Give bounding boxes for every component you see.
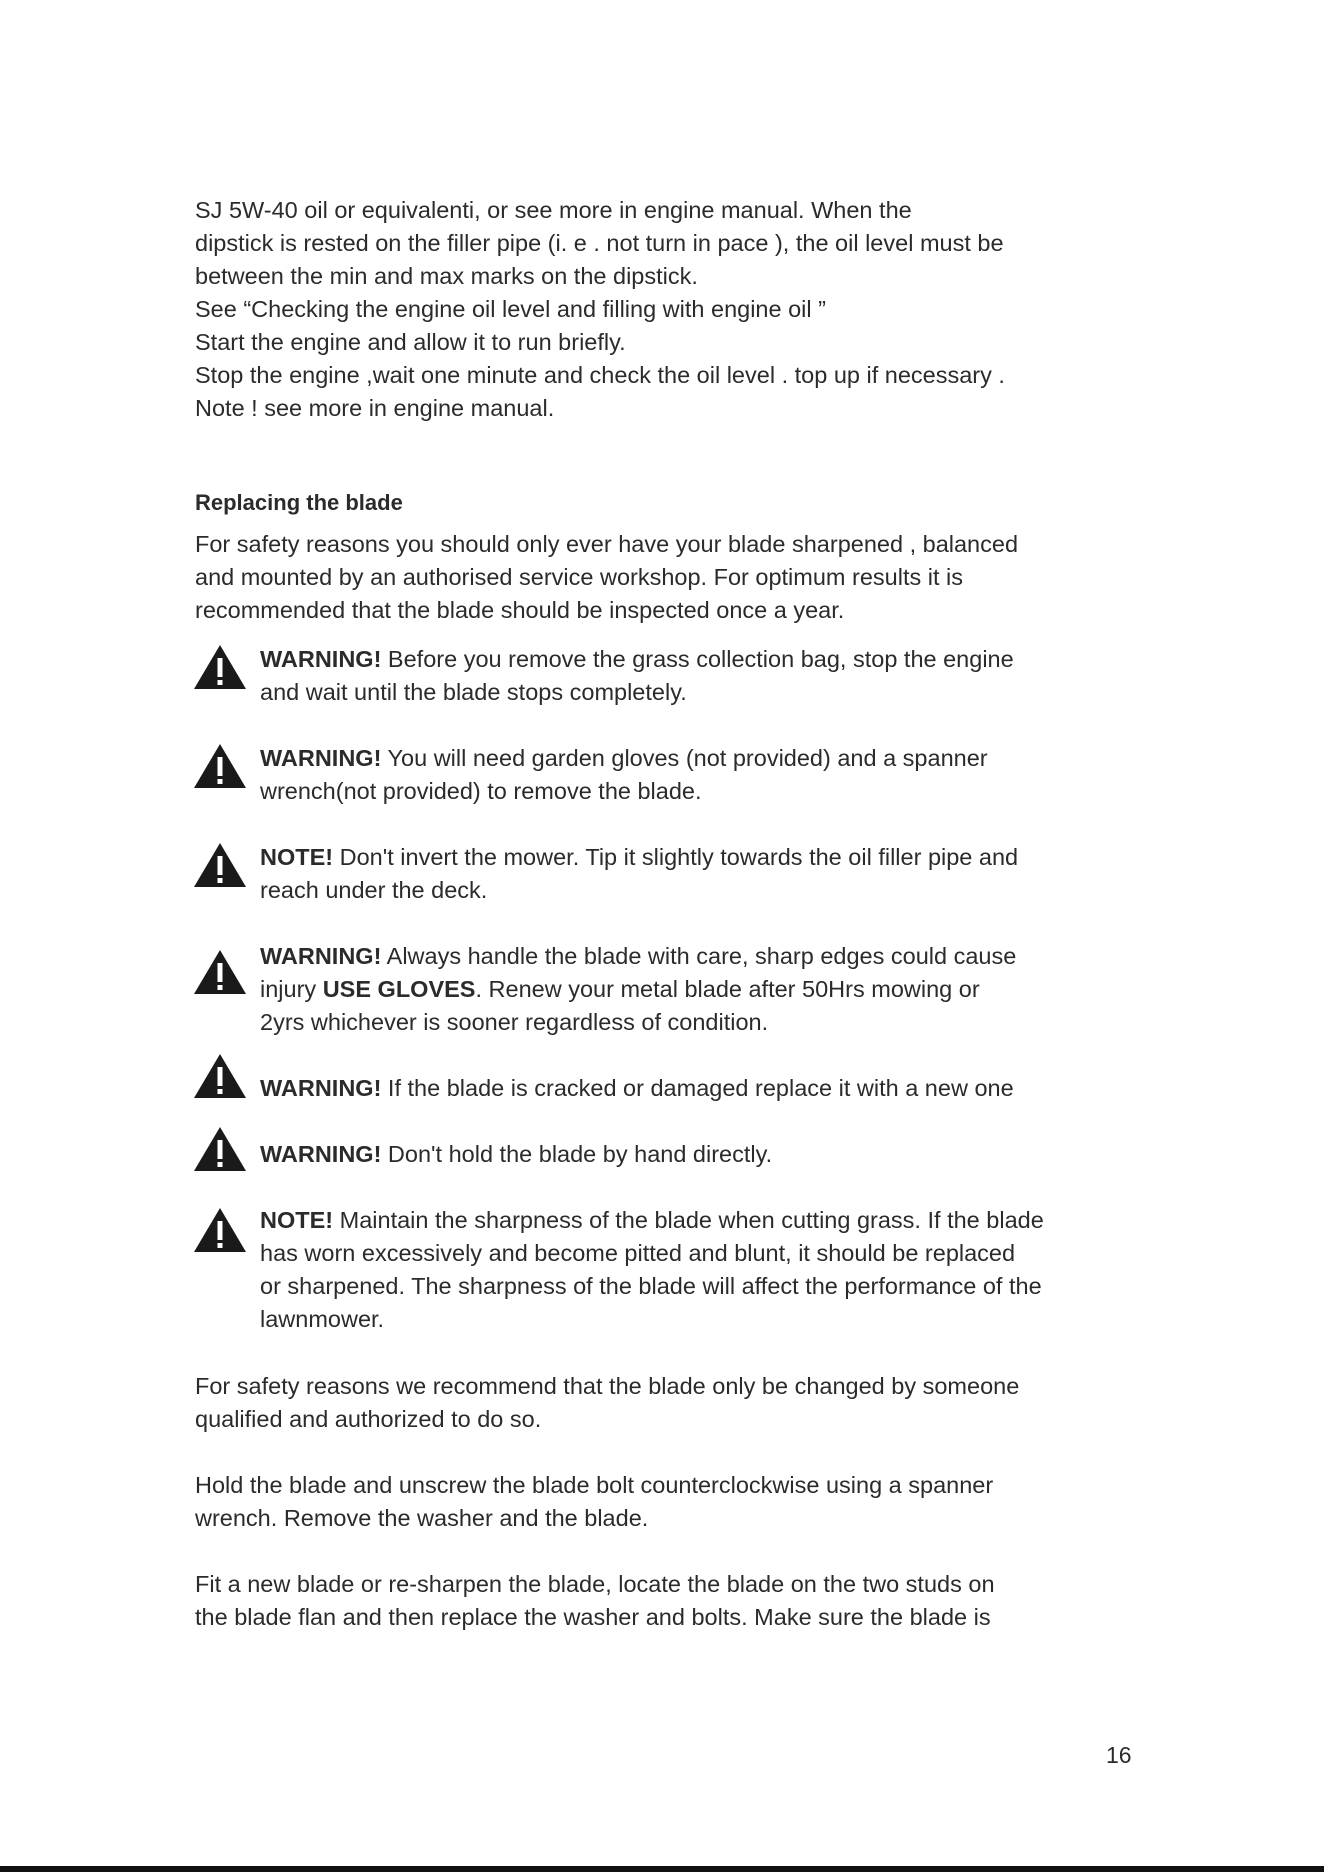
warning-text: lawnmower.: [260, 1306, 385, 1332]
warning-text: wrench(not provided) to remove the blade.: [260, 778, 702, 804]
section-para-line: and mounted by an authorised service workshop. For optimum results it is: [195, 564, 964, 590]
intro-line: dipstick is rested on the filler pipe (i. e . not turn in pace ), the oil level must be: [195, 230, 1004, 256]
intro-line: Start the engine and allow it to run briefly.: [195, 329, 626, 355]
warning-label: WARNING!: [260, 646, 382, 672]
warning-label: WARNING!: [260, 943, 382, 969]
warning-label: NOTE!: [260, 1207, 334, 1233]
warning-label: WARNING!: [260, 745, 382, 771]
intro-line: between the min and max marks on the dipstick.: [195, 263, 698, 289]
warning-triangle-icon: [192, 1205, 248, 1255]
warning-triangle-icon: [192, 1051, 248, 1101]
intro-line: See “Checking the engine oil level and filling with engine oil ”: [195, 296, 826, 322]
closing-line: Fit a new blade or re-sharpen the blade, locate the blade on the two studs on: [195, 1571, 995, 1597]
warning-text: or sharpened. The sharpness of the blade will affect the performance of the: [260, 1273, 1042, 1299]
warning-text: NOTE! Don't invert the mower. Tip it slightly towards the oil filler pipe and: [260, 844, 1019, 870]
intro-line: Stop the engine ,wait one minute and check the oil level . top up if necessary .: [195, 362, 1005, 388]
warning-text: WARNING! Always handle the blade with care, sharp edges could cause: [260, 943, 1017, 969]
warning-text: and wait until the blade stops completely.: [260, 679, 687, 705]
warning-label: WARNING!: [260, 1141, 382, 1167]
section-para-line: For safety reasons you should only ever have your blade sharpened , balanced: [195, 531, 1019, 557]
intro-line: Note ! see more in engine manual.: [195, 395, 555, 421]
warning-triangle-icon: [192, 840, 248, 890]
closing-line: Hold the blade and unscrew the blade bolt counterclockwise using a spanner: [195, 1472, 994, 1498]
warning-triangle-icon: [192, 642, 248, 692]
closing-line: wrench. Remove the washer and the blade.: [195, 1505, 649, 1531]
section-heading: Replacing the blade: [195, 490, 403, 515]
bottom-rule: [0, 1866, 1324, 1872]
warning-text: WARNING! Before you remove the grass collection bag, stop the engine: [260, 646, 1014, 672]
closing-line: the blade flan and then replace the washer and bolts. Make sure the blade is: [195, 1604, 991, 1630]
warning-triangle-icon: [192, 1124, 248, 1174]
warning-text: reach under the deck.: [260, 877, 488, 903]
warning-triangle-icon: [192, 741, 248, 791]
warning-text: 2yrs whichever is sooner regardless of condition.: [260, 1009, 769, 1035]
warning-text: has worn excessively and become pitted and blunt, it should be replaced: [260, 1240, 1016, 1266]
warning-text: NOTE! Maintain the sharpness of the blade when cutting grass. If the blade: [260, 1207, 1044, 1233]
closing-line: For safety reasons we recommend that the blade only be changed by someone: [195, 1373, 1020, 1399]
section-para-line: recommended that the blade should be inspected once a year.: [195, 597, 845, 623]
intro-line: SJ 5W-40 oil or equivalenti, or see more in engine manual. When the: [195, 197, 912, 223]
warning-text: WARNING! You will need garden gloves (not provided) and a spanner: [260, 745, 988, 771]
use-gloves-emphasis: USE GLOVES: [322, 976, 476, 1002]
page-number: 16: [1106, 1742, 1132, 1768]
warning-triangle-icon: [192, 947, 248, 997]
warning-label: NOTE!: [260, 844, 334, 870]
warning-text: injury USE GLOVES. Renew your metal blade after 50Hrs mowing or: [260, 976, 980, 1002]
warning-label: WARNING!: [260, 1075, 382, 1101]
warning-text: WARNING! Don't hold the blade by hand directly.: [260, 1141, 773, 1167]
closing-line: qualified and authorized to do so.: [195, 1406, 542, 1432]
warning-text: WARNING! If the blade is cracked or damaged replace it with a new one: [260, 1075, 1014, 1101]
